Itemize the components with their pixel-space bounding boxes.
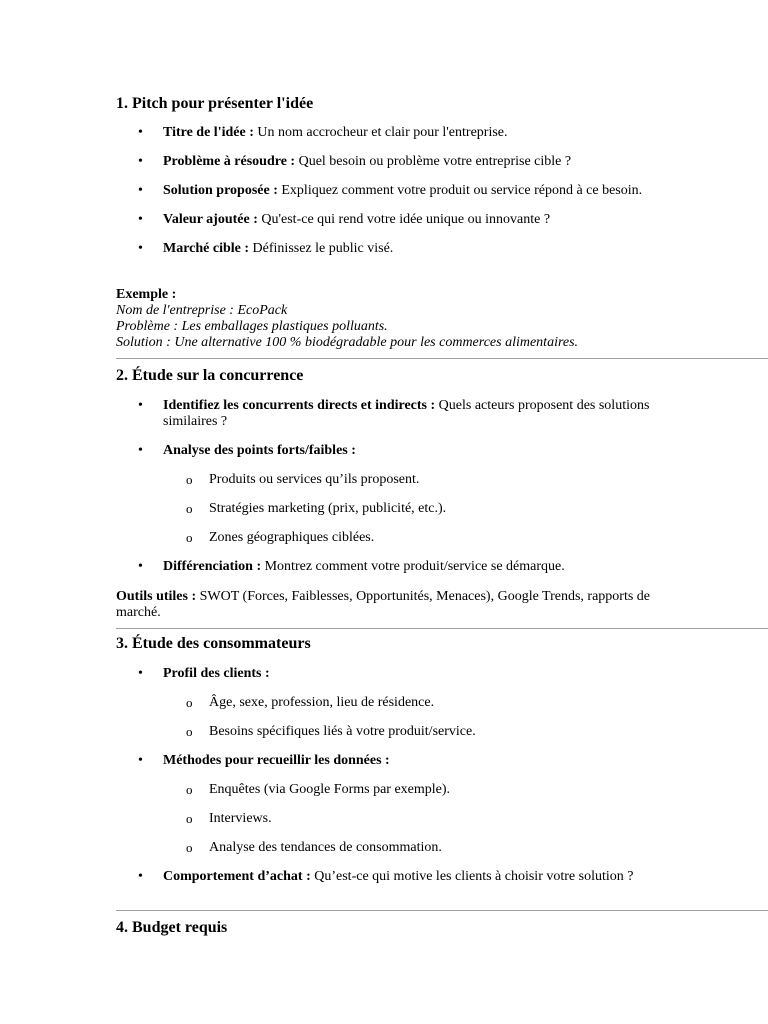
sub-list-item: o Âge, sexe, profession, lieu de résidence. [116,695,656,711]
sub-list-item: o Enquêtes (via Google Forms par exemple). [116,782,656,798]
tools-label: Outils utiles : [116,589,197,604]
section-4-heading: 4. Budget requis [116,919,228,936]
list-item [116,443,656,546]
list-item [116,241,656,257]
item-label: Identifiez les concurrents directs et indirects : [163,398,436,413]
list-item [116,753,656,856]
item-label: Valeur ajoutée : [163,212,258,227]
item-text: Qu’est-ce qui motive les clients à choisir votre solution ? [310,869,634,884]
item-label: Problème à résoudre : [163,154,296,169]
section-divider [116,910,768,911]
item-text: Qu'est-ce qui rend votre idée unique ou innovante ? [257,212,551,227]
sub-list-item: o Zones géographiques ciblées. [116,530,656,546]
item-label: Profil des clients : [163,666,270,681]
item-label: Solution proposée : [163,183,278,198]
list-item [116,666,656,740]
example-label: Exemple : [116,287,177,302]
item-label: Différenciation : [163,559,262,574]
list-item [116,212,656,228]
section-2-heading: 2. Étude sur la concurrence [116,367,304,384]
tools-text: SWOT (Forces, Faiblesses, Opportunités, Menaces), Google Trends, rapports de marché. [116,589,651,620]
sub-list [116,782,656,856]
sub-list-item: o Interviews. [116,811,656,827]
example-line: Problème : Les emballages plastiques polluants. [116,319,388,334]
item-label: Méthodes pour recueillir les données : [163,753,390,768]
section-2-list [116,398,656,575]
item-text: Montrez comment votre produit/service se démarque. [261,559,565,574]
list-item [116,869,656,885]
list-item [116,559,656,575]
item-label: Titre de l'idée : [163,125,254,140]
item-label: Comportement d’achat : [163,869,311,884]
sub-list [116,472,656,546]
sub-list-item: o Produits ou services qu’ils proposent. [116,472,656,488]
list-item [116,125,656,141]
list-item [116,183,656,199]
tools-paragraph [116,589,656,621]
example-block [116,287,716,351]
example-line: Nom de l'entreprise : EcoPack [116,303,288,318]
item-text: Quel besoin ou problème votre entreprise cible ? [295,154,572,169]
item-text: Expliquez comment votre produit ou service répond à ce besoin. [277,183,643,198]
example-line: Solution : Une alternative 100 % biodégradable pour les commerces alimentaires. [116,335,579,350]
list-item [116,154,656,170]
section-3-list [116,666,656,885]
sub-list [116,695,656,740]
section-divider [116,358,768,359]
item-text: Un nom accrocheur et clair pour l'entreprise. [253,125,508,140]
list-item [116,398,656,430]
section-1-heading: 1. Pitch pour présenter l'idée [116,95,314,112]
sub-list-item: o Stratégies marketing (prix, publicité, etc.). [116,501,656,517]
sub-list-item: o Besoins spécifiques liés à votre produit/service. [116,724,656,740]
section-3-heading: 3. Étude des consommateurs [116,635,311,652]
item-label: Analyse des points forts/faibles : [163,443,356,458]
section-divider [116,628,768,629]
sub-list-item: o Analyse des tendances de consommation. [116,840,656,856]
section-1-list [116,125,656,257]
item-text: Quels acteurs proposent des solutions similaires ? [163,398,650,429]
item-text: Définissez le public visé. [249,241,394,256]
item-label: Marché cible : [163,241,250,256]
